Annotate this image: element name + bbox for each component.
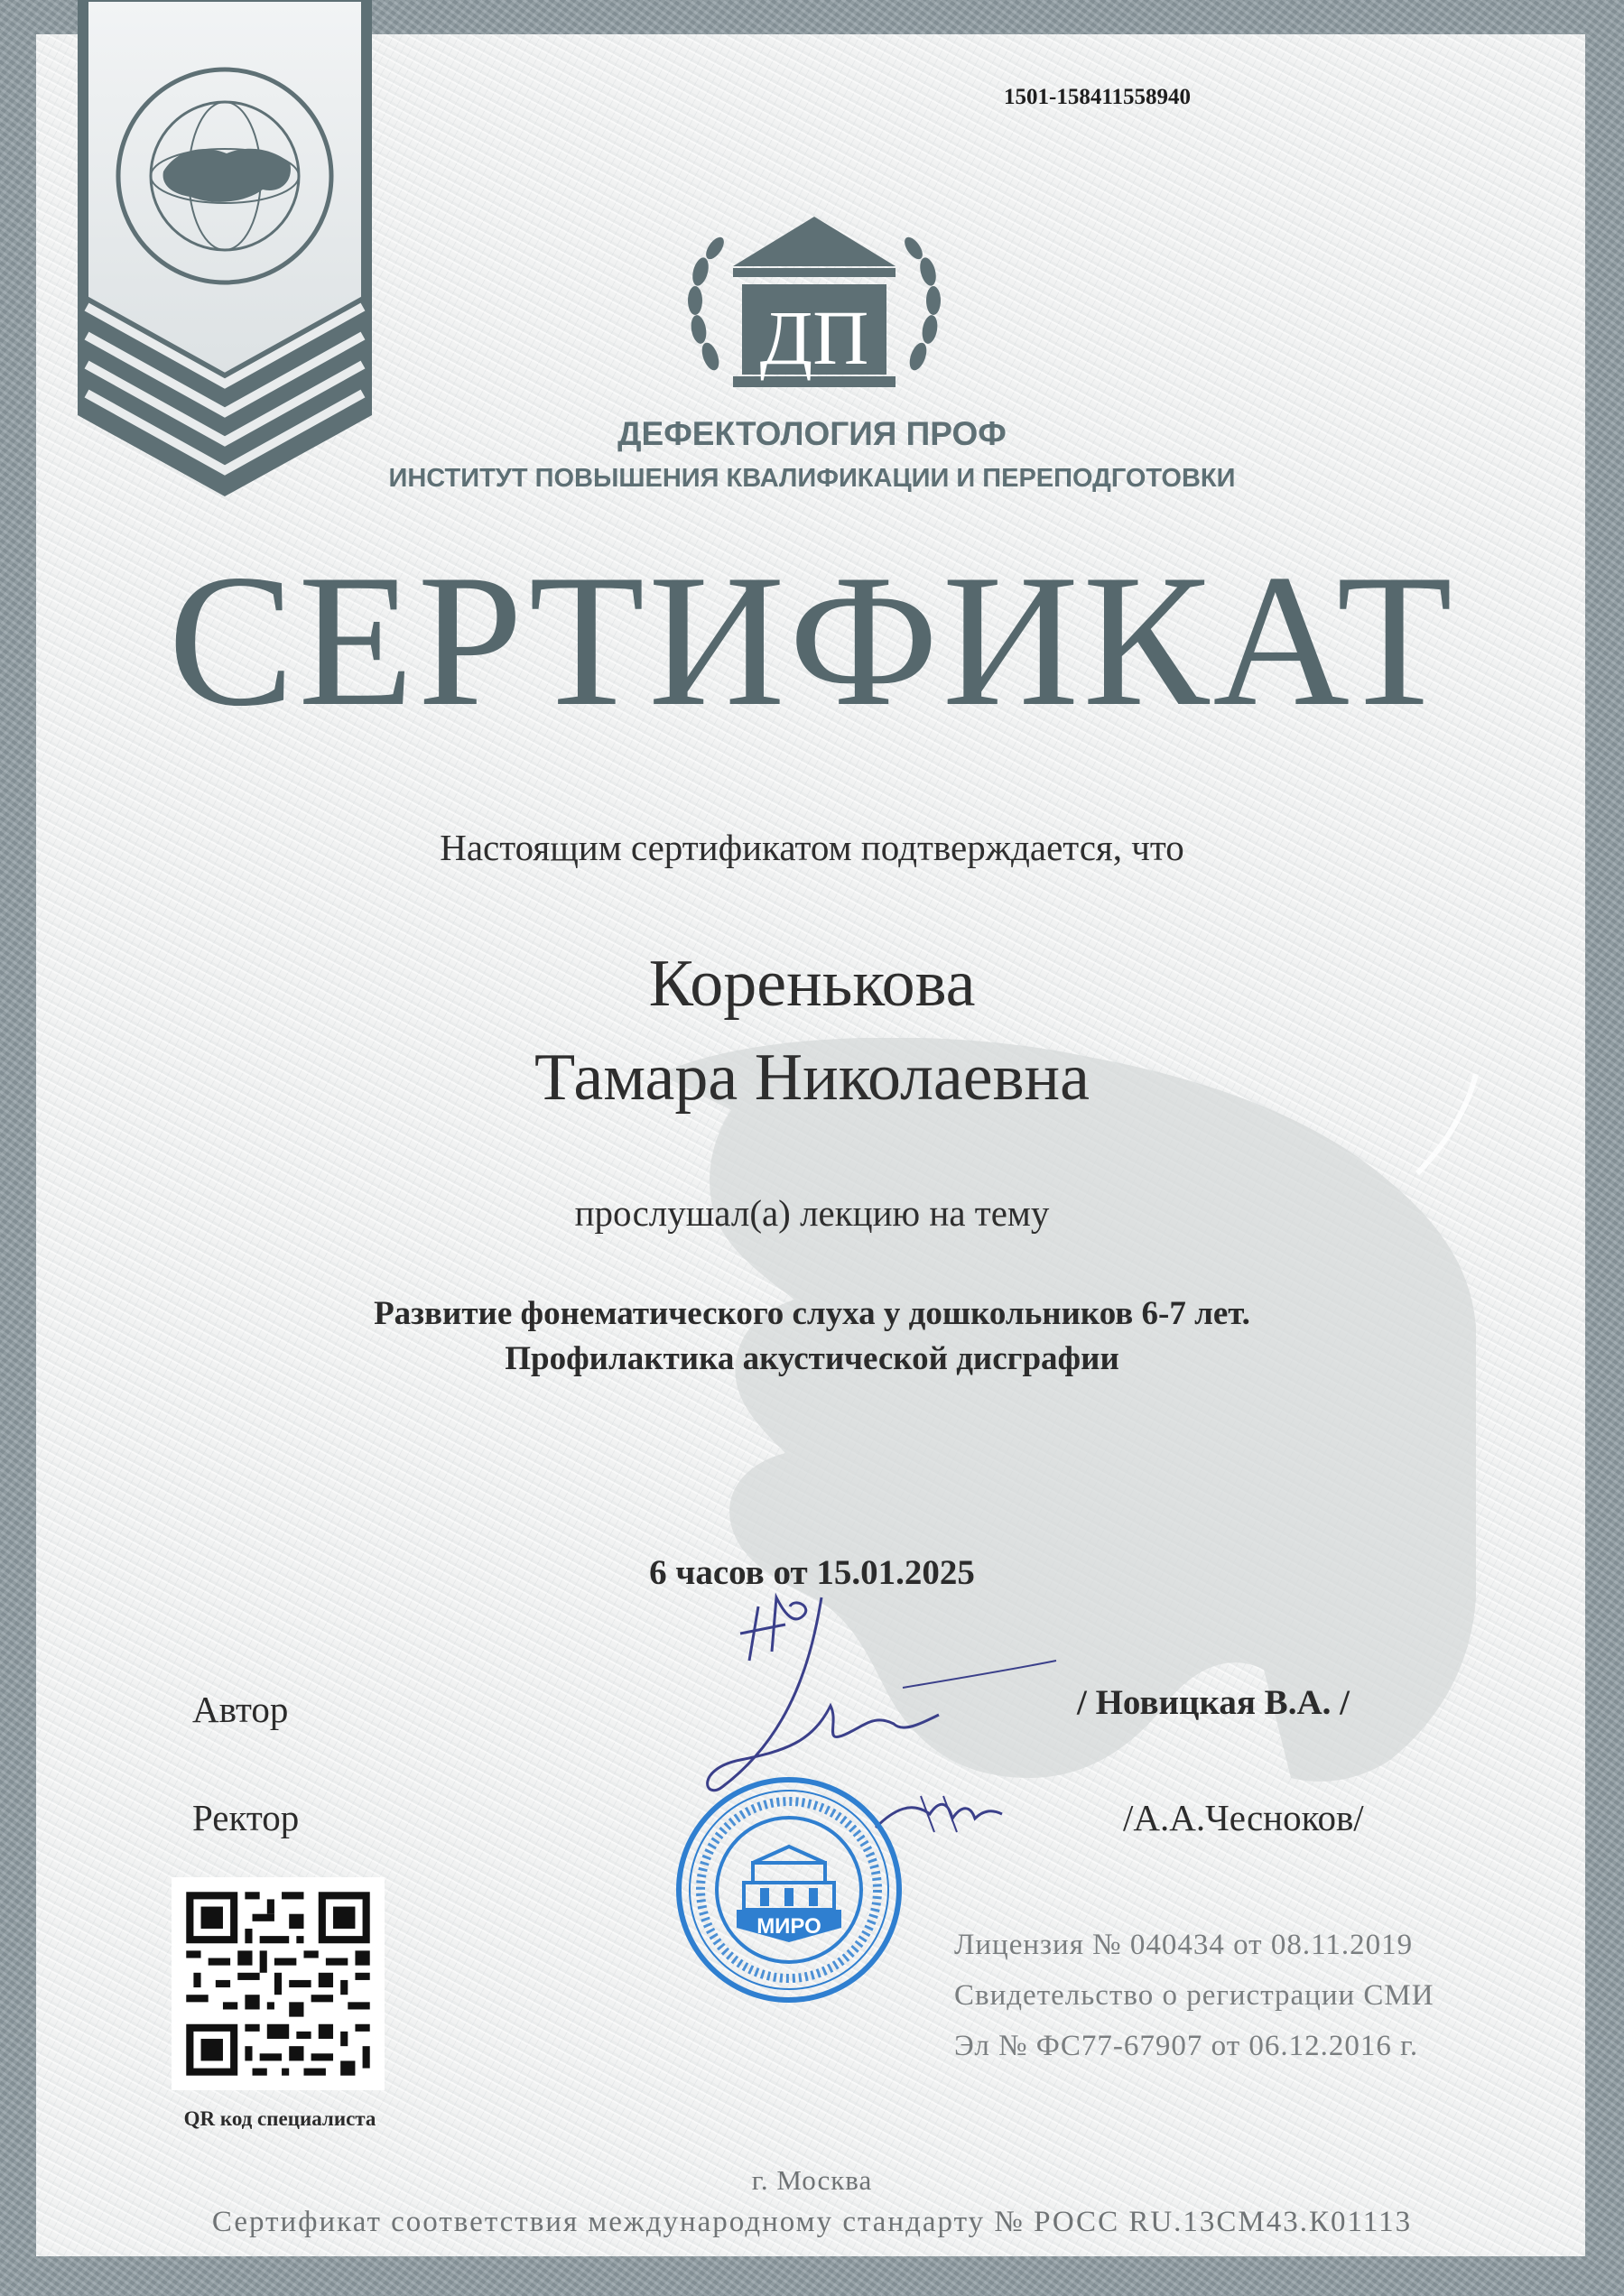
- institute-logo: [679, 212, 950, 393]
- lecture-topic-line-2: Профилактика акустической дисграфии: [505, 1340, 1119, 1377]
- lecture-duration-date: 6 часов от 15.01.2025: [649, 1553, 975, 1592]
- rector-label: Ректор: [192, 1797, 300, 1838]
- specialist-qr-code[interactable]: [172, 1877, 385, 2090]
- qr-code-icon: [172, 1877, 385, 2090]
- recipient-given-names: Тамара Николаевна: [534, 1041, 1090, 1115]
- author-label: Автор: [192, 1689, 289, 1730]
- logo-letters: ДП: [759, 294, 869, 381]
- intro-text: Настоящим сертификатом подтверждается, что: [440, 827, 1184, 868]
- certificate-number: 1501-158411558940: [1004, 85, 1191, 109]
- license-line-2: Свидетельство о регистрации СМИ: [954, 1979, 1434, 2012]
- rector-name: /А.А.Чесноков/: [1123, 1797, 1364, 1838]
- lecture-topic-line-1: Развитие фонематического слуха у дошкольников 6-7 лет.: [374, 1295, 1250, 1332]
- institute-stamp: [673, 1774, 905, 2005]
- organization-subtitle: ИНСТИТУТ ПОВЫШЕНИЯ КВАЛИФИКАЦИИ И ПЕРЕПОДГОТОВКИ: [388, 464, 1236, 493]
- recipient-surname: Коренькова: [648, 947, 976, 1021]
- author-name: / Новицкая В.А. /: [1077, 1683, 1350, 1722]
- license-line-1: Лицензия № 040434 от 08.11.2019: [954, 1929, 1414, 1961]
- listened-text: прослушал(а) лекцию на тему: [574, 1192, 1050, 1234]
- standard-compliance: Сертификат соответствия международному стандарту № РОСС RU.13СМ43.К01113: [211, 2206, 1413, 2238]
- stamp-text: МИРО: [756, 1914, 821, 1939]
- license-line-3: Эл № ФС77-67907 от 06.12.2016 г.: [954, 2030, 1419, 2062]
- city: г. Москва: [751, 2164, 873, 2196]
- certificate-title: СЕРТИФИКАТ: [168, 536, 1456, 745]
- qr-code-label: QR код специалиста: [183, 2107, 376, 2130]
- organization-name: ДЕФЕКТОЛОГИЯ ПРОФ: [617, 415, 1007, 452]
